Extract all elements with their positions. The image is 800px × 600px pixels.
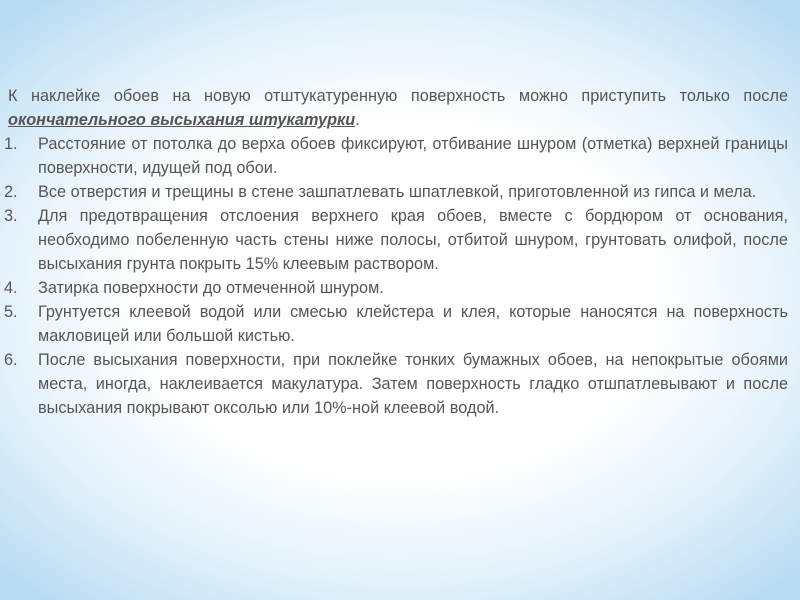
- intro-text-end: .: [355, 111, 360, 129]
- list-item-text: Для предотвращения отслоения верхнего края обоев, вместе с бордюром от основания, необходимо побеленную часть стены ниже полосы, отбитой шнуром, грунтовать олифой, после высыхания грунта покрыть 15% клеевым раствором.: [38, 207, 788, 273]
- list-item-text: После высыхания поверхности, при поклейке тонких бумажных обоев, на непокрытые обоями места, иногда, наклеивается макулатура. Затем поверхность гладко отшпатлевывают и после высыхания покрывают оксолью или 10%-ной клеевой водой.: [38, 351, 788, 417]
- list-item-text: Расстояние от потолка до верха обоев фиксируют, отбивание шнуром (отметка) верхней границы поверхности, идущей под обои.: [38, 135, 788, 177]
- list-item: [4, 300, 788, 348]
- list-item: [4, 276, 788, 300]
- list-item-text: Грунтуется клеевой водой или смесью клейстера и клея, которые наносятся на поверхность макловицей или большой кистью.: [38, 303, 788, 345]
- intro-text: К наклейке обоев на новую отштукатуренную поверхность можно приступить только после: [8, 87, 788, 105]
- list-item-number: 1.: [4, 135, 18, 153]
- intro-emphasis: окончательного высыхания штукатурки: [8, 111, 356, 129]
- list-item-number: 2.: [4, 183, 18, 201]
- list-item: [4, 180, 788, 204]
- list-item-number: 5.: [4, 303, 18, 321]
- list-item-text: Затирка поверхности до отмеченной шнуром.: [38, 279, 384, 297]
- list-item: [4, 132, 788, 180]
- steps-list: [4, 132, 788, 420]
- list-item-text: Все отверстия и трещины в стене зашпатлевать шпатлевкой, приготовленной из гипса и мела.: [38, 183, 757, 201]
- list-item-number: 3.: [4, 207, 18, 225]
- list-item-number: 4.: [4, 279, 18, 297]
- intro-paragraph: [4, 84, 788, 132]
- list-item-number: 6.: [4, 351, 18, 369]
- list-item: [4, 204, 788, 276]
- slide-body: [4, 84, 788, 420]
- list-item: [4, 348, 788, 420]
